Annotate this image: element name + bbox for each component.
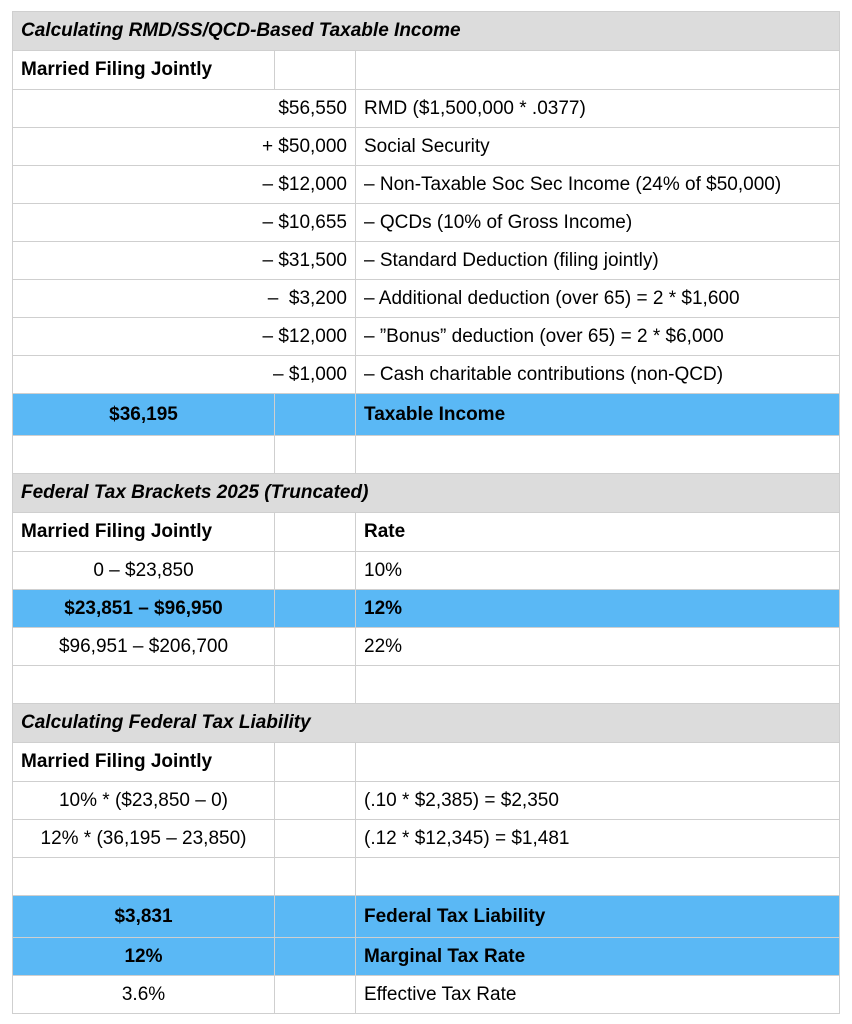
description-cell: – Additional deduction (over 65) = 2 * $1,600 [356,280,840,318]
taxable-income-row [13,394,840,436]
marginal-rate-row [13,938,840,976]
result-cell: (.10 * $2,385) = $2,350 [356,782,840,820]
amount-cell: $56,550 [13,90,356,128]
formula-cell: 10% * ($23,850 – 0) [13,782,275,820]
subheader-row [13,51,840,90]
amount-cell: – $31,500 [13,242,356,280]
amount-cell: – $12,000 [13,166,356,204]
section-header [13,474,840,513]
taxable-income-label: Taxable Income [356,394,840,436]
marginal-rate-label: Marginal Tax Rate [356,938,840,976]
subheader-row [13,513,840,552]
table-row [13,90,840,128]
table-row [13,318,840,356]
table-row [13,280,840,318]
description-cell: – Cash charitable contributions (non-QCD) [356,356,840,394]
amount-cell: + $50,000 [13,128,356,166]
bracket-range: $96,951 – $206,700 [13,628,275,666]
section-header [13,704,840,743]
empty-row [13,436,840,474]
table-row [13,628,840,666]
taxable-income-amount: $36,195 [13,394,275,436]
description-cell: – Standard Deduction (filing jointly) [356,242,840,280]
effective-rate-row [13,976,840,1014]
marginal-rate-value: 12% [13,938,275,976]
empty-row [13,858,840,896]
description-cell: – ”Bonus” deduction (over 65) = 2 * $6,000 [356,318,840,356]
bracket-range: $23,851 – $96,950 [13,590,275,628]
table-row [13,552,840,590]
effective-rate-label: Effective Tax Rate [356,976,840,1014]
section-title: Federal Tax Brackets 2025 (Truncated) [13,474,840,513]
description-cell: RMD ($1,500,000 * .0377) [356,90,840,128]
result-cell: (.12 * $12,345) = $1,481 [356,820,840,858]
table-row [13,820,840,858]
bracket-rate: 12% [356,590,840,628]
table-row [13,782,840,820]
tax-liability-amount: $3,831 [13,896,275,938]
tax-calculation-table [12,11,840,1014]
section-title: Calculating Federal Tax Liability [13,704,840,743]
tax-liability-row [13,896,840,938]
filing-status-label: Married Filing Jointly [13,743,275,782]
amount-cell: – $1,000 [13,356,356,394]
filing-status-label: Married Filing Jointly [13,51,275,90]
amount-cell: – $10,655 [13,204,356,242]
section-title: Calculating RMD/SS/QCD-Based Taxable Income [13,12,840,51]
bracket-range: 0 – $23,850 [13,552,275,590]
table-row [13,356,840,394]
description-cell: – Non-Taxable Soc Sec Income (24% of $50,000) [356,166,840,204]
section-header [13,12,840,51]
table-row [13,242,840,280]
effective-rate-value: 3.6% [13,976,275,1014]
tax-liability-label: Federal Tax Liability [356,896,840,938]
filing-status-label: Married Filing Jointly [13,513,275,552]
table-row [13,204,840,242]
amount-cell: – $3,200 [13,280,356,318]
description-cell: Social Security [356,128,840,166]
subheader-row [13,743,840,782]
description-cell: – QCDs (10% of Gross Income) [356,204,840,242]
bracket-rate: 22% [356,628,840,666]
table-row [13,128,840,166]
bracket-rate: 10% [356,552,840,590]
table-row [13,166,840,204]
amount-cell: – $12,000 [13,318,356,356]
empty-row [13,666,840,704]
table-row-highlighted [13,590,840,628]
formula-cell: 12% * (36,195 – 23,850) [13,820,275,858]
rate-header: Rate [356,513,840,552]
